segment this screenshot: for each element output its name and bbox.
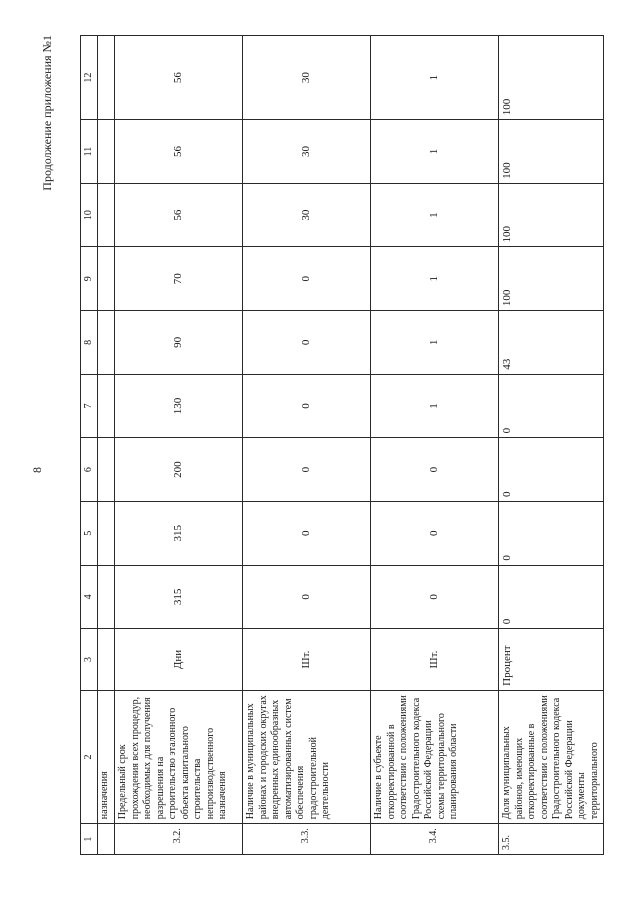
indicator-name: Наличие в муниципальных районах и городских округах внедренных единообразных автоматизированных систем обеспечения градостроительной деятельности [243,690,371,823]
page-number: 8 [30,467,44,473]
table-row [243,36,371,855]
continued-name-cell: назначения [98,690,115,823]
empty-cell [98,565,115,629]
value-cell: 56 [115,183,243,247]
header-cell: 5 [81,501,98,565]
header-cell: 10 [81,183,98,247]
value-cell: 90 [115,311,243,375]
value-cell: 0 [243,565,371,629]
table-row [115,36,243,855]
row-number: 3.4. [371,824,499,855]
value-cell: 100 [499,36,604,120]
value-cell: 1 [371,120,499,184]
unit-cell: Шт. [243,629,371,691]
empty-cell [98,247,115,311]
empty-cell [98,501,115,565]
value-cell: 100 [499,247,604,311]
value-cell: 100 [499,183,604,247]
unit-cell: Дни [115,629,243,691]
value-cell: 1 [371,36,499,120]
value-cell: 30 [243,183,371,247]
value-cell: 1 [371,183,499,247]
header-row [81,36,98,855]
value-cell: 56 [115,120,243,184]
indicators-table [80,35,604,855]
value-cell: 56 [115,36,243,120]
indicator-name: Наличие в субъекте откорректированной в соответствии с положениями Градостроительного кодекса Российской Федерации схемы территориального планирования области [371,690,499,823]
row-number: 3.3. [243,824,371,855]
value-cell: 1 [371,311,499,375]
value-cell: 0 [243,501,371,565]
indicator-name: Доля муниципальных районов, имеющих откорректированные в соответствии с положениями Градостроительного кодекса Российской Федерации документы территориального [499,690,604,823]
table-row [371,36,499,855]
value-cell: 1 [371,247,499,311]
table-body [81,36,604,855]
value-cell: 0 [243,374,371,438]
header-cell: 7 [81,374,98,438]
empty-cell [98,311,115,375]
value-cell: 43 [499,311,604,375]
value-cell: 70 [115,247,243,311]
value-cell: 315 [115,565,243,629]
value-cell: 0 [499,374,604,438]
value-cell: 0 [371,438,499,502]
header-cell: 8 [81,311,98,375]
unit-cell: Процент [499,629,604,691]
empty-cell [98,36,115,120]
value-cell: 0 [499,438,604,502]
empty-cell [98,629,115,691]
empty-cell [98,824,115,855]
row-number: 3.2. [115,824,243,855]
indicator-name: Предельный срок прохождения всех процедур, необходимых для получения разрешения на строительство эталонного объекта капитального строительства непроизводственного назначения [115,690,243,823]
empty-cell [98,438,115,502]
empty-cell [98,120,115,184]
value-cell: 0 [243,247,371,311]
header-cell: 6 [81,438,98,502]
rotated-page [30,35,640,855]
empty-cell [98,183,115,247]
value-cell: 100 [499,120,604,184]
continuation-row [98,36,115,855]
appendix-title: Продолжение приложения №1 [40,35,54,191]
value-cell: 0 [243,438,371,502]
header-cell: 3 [81,629,98,691]
empty-cell [98,374,115,438]
value-cell: 0 [371,501,499,565]
value-cell: 0 [499,565,604,629]
value-cell: 30 [243,120,371,184]
value-cell: 30 [243,36,371,120]
value-cell: 130 [115,374,243,438]
value-cell: 0 [243,311,371,375]
unit-cell: Шт. [371,629,499,691]
value-cell: 0 [371,565,499,629]
header-cell: 9 [81,247,98,311]
header-cell: 12 [81,36,98,120]
value-cell: 200 [115,438,243,502]
row-number: 3.5. [499,824,604,855]
header-cell: 11 [81,120,98,184]
value-cell: 315 [115,501,243,565]
value-cell: 0 [499,501,604,565]
value-cell: 1 [371,374,499,438]
header-cell: 2 [81,690,98,823]
header-cell: 1 [81,824,98,855]
header-cell: 4 [81,565,98,629]
table-row [499,36,604,855]
